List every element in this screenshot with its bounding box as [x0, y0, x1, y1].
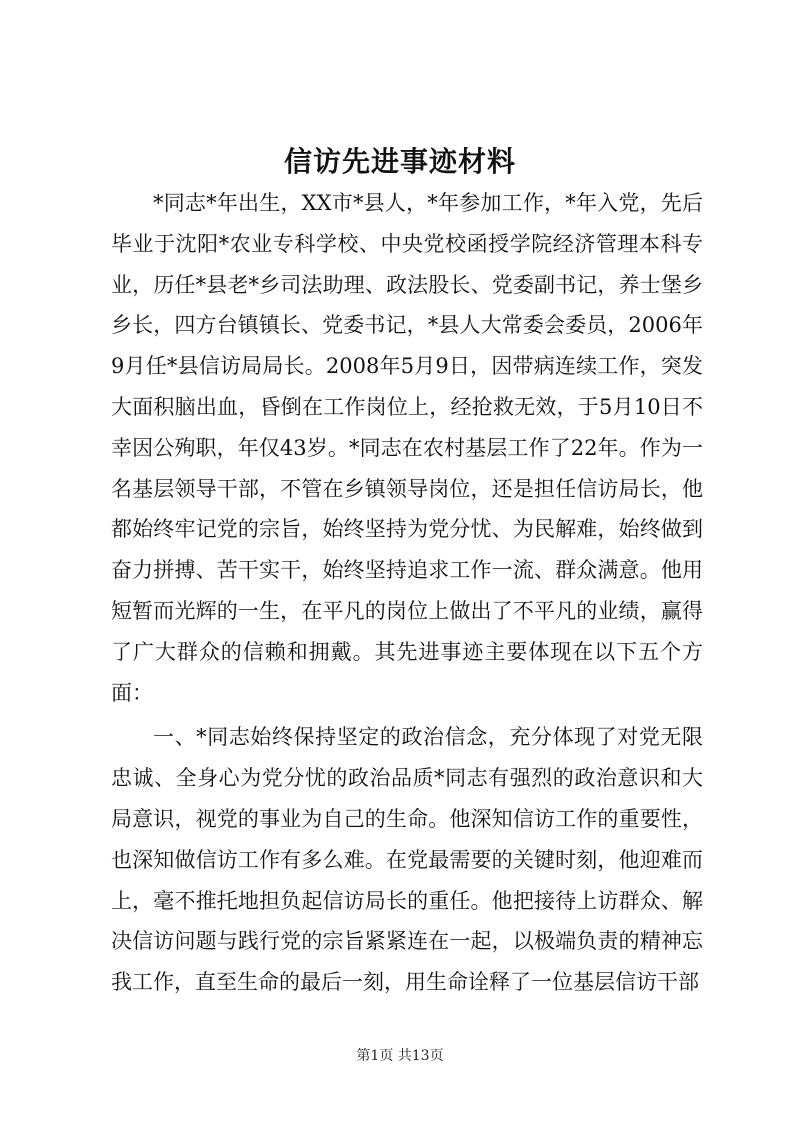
body-paragraph: 一、*同志始终保持坚定的政治信念，充分体现了对党无限忠诚、全身心为党分忧的政治品质*同志有强烈的政治意识和大局意识，视党的事业为自己的生命。他深知信访工作的重要性，也深知做信访工作有多么难。在党最需要的关键时刻，他迎难而上，毫不推托地担负起信访局长的重任。他把接待上访群众、解决信访问题与践行党的宗旨紧紧连在一起，以极端负责的精神忘我工作，直至生命的最后一刻，用生命诠释了一位基层信访干部 — [111, 725, 703, 995]
page-footer: 第1页 共13页 — [356, 1048, 444, 1064]
document-title: 信访先进事迹材料 — [283, 145, 516, 178]
body-paragraph: *同志*年出生，XX市*县人，*年参加工作，*年入党，先后毕业于沈阳*农业专科学校、中央党校函授学院经济管理本科专业，历任*县老*乡司法助理、政法股长、党委副书记，养士堡乡乡长，四方台镇镇长、党委书记，*县人大常委会委员，2006年9月任*县信访局局长。2008年5月9日，因带病连续工作，突发大面积脑出血，昏倒在工作岗位上，经抢救无效，于5月10日不幸因公殉职，年仅43岁。*同志在农村基层工作了22年。作为一名基层领导干部，不管在乡镇领导岗位，还是担任信访局长，他都始终牢记党的宗旨，始终坚持为党分忧、为民解难，始终做到奋力拼搏、苦干实干，始终坚持追求工作一流、群众满意。他用短暂而光辉的一生，在平凡的岗位上做出了不平凡的业绩，赢得了广大群众的信赖和拥戴。其先进事迹主要体现在以下五个方面： — [111, 191, 703, 705]
document-body — [111, 183, 703, 1003]
